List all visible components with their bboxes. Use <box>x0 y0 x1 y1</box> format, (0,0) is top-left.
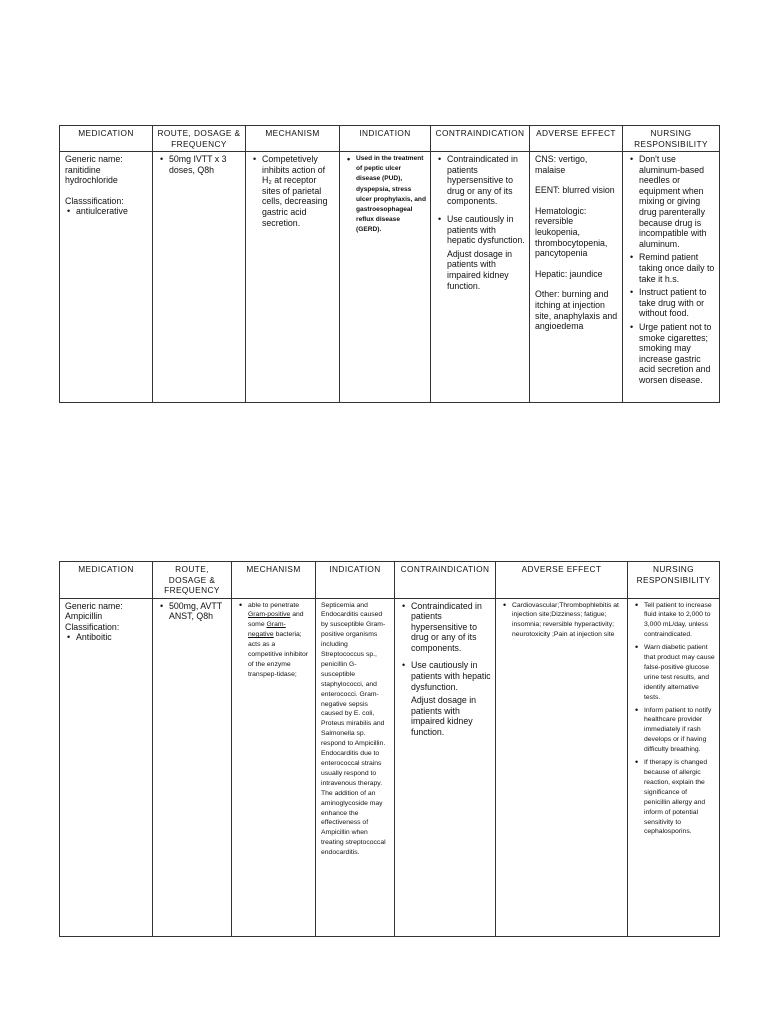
nursing-item: • Urge patient not to smoke cigarettes; smoking may increase gastric acid secretion and worsen disease. <box>639 322 715 386</box>
nursing-item: • Warn diabetic patient that product may cause false-positive glucose urine test results, and identify alternative tests. <box>644 643 715 702</box>
nursing-cell <box>623 152 720 403</box>
mechanism-gram-positive: Gram-positive <box>248 611 291 619</box>
contraindication-note: Adjust dosage in patients with impaired kidney function. <box>411 695 477 738</box>
adverse-item: • Cardiovascular;Thrombophlebitis at injection site;Dizziness; fatigue; insomnia; reversible hyperactivity; neurotoxicity ;Pain at injection site <box>512 601 623 641</box>
generic-name: Generic name: Ampicillin <box>65 600 123 622</box>
mechanism-item <box>248 601 311 680</box>
nursing-item: • If therapy is changed because of allergic reaction, explain the significance of penicillin allergy and inform of potential sensitivity to cephalosporins. <box>644 758 715 837</box>
generic-name: Generic name: ranitidine hydrochloride <box>65 154 123 186</box>
classification-item: • antiulcerative <box>76 206 148 217</box>
header-contraindication: CONTRAINDICATION <box>395 562 496 599</box>
route-cell <box>153 598 232 937</box>
contraindication-item: • Use cautiously in patients with hepatic dysfunction. <box>447 214 525 246</box>
route-item: • 500mg, AVTT ANST, Q8h <box>169 601 227 622</box>
nursing-item: • Don't use aluminum-based needles or equipment when mixing or giving drug parenterally because drug is incompatible with aluminum. <box>639 154 715 249</box>
header-adverse-effect: ADVERSE EFFECT <box>496 562 628 599</box>
adverse-effect-cell <box>530 152 623 403</box>
nursing-cell <box>628 598 720 937</box>
indication-cell <box>340 152 431 403</box>
adverse-effect-cell <box>496 598 628 937</box>
route-item: • 50mg IVTT x 3 doses, Q8h <box>169 154 241 175</box>
contraindication-item: • Use cautiously in patients with hepatic dysfunction. <box>411 660 491 692</box>
mechanism-gram-negative: Gram-negative <box>248 621 286 639</box>
mechanism-text: and some <box>248 611 304 629</box>
indication-text: Septicemia and Endocarditis caused by susceptible Gram-positive organisms including Streptococcus sp., penicillin G-susceptible staphylococci, and enterococci. Gram-negative sepsis caused by E. coli, Proteus mirabilis and Salmonella sp. respond to Ampicillin. Endocarditis due to enterococcal strains usually respond to intravenous therapy. The addition of an aminoglycoside may enhance the effectiveness of Ampicillin when treating streptococcal endocarditis. <box>321 601 386 857</box>
classification-item: • Antiboitic <box>76 632 148 643</box>
drug-table-ampicillin <box>59 561 720 937</box>
header-route: ROUTE, DOSAGE & FREQUENCY <box>153 562 232 599</box>
indication-cell <box>316 598 395 937</box>
header-nursing-responsibility: NURSING RESPONSIBILITY <box>628 562 720 599</box>
mechanism-text: bacteria; acts as a competitive inhibitor of the enzyme transpep-tidase; <box>248 631 309 678</box>
mechanism-cell <box>246 152 340 403</box>
nursing-item: • Inform patient to notify healthcare provider immediately if rash develops or if having difficulty breathing. <box>644 706 715 756</box>
header-contraindication: CONTRAINDICATION <box>431 126 530 152</box>
mechanism-list <box>251 154 335 228</box>
medication-cell <box>60 152 153 403</box>
classification-label: Classification: <box>65 621 120 632</box>
drug-table-ranitidine <box>59 125 720 403</box>
table-header-row <box>60 562 720 599</box>
route-cell <box>153 152 246 403</box>
contraindication-cell <box>431 152 530 403</box>
table-row <box>60 152 720 403</box>
header-medication: MEDICATION <box>60 562 153 599</box>
header-indication: INDICATION <box>340 126 431 152</box>
mechanism-text: able to penetrate <box>248 601 300 609</box>
nursing-list <box>633 601 715 838</box>
adverse-hepatic: Hepatic: jaundice <box>535 268 603 279</box>
adverse-cns: CNS: vertigo, malaise <box>535 154 588 175</box>
contraindication-note: Adjust dosage in patients with impaired kidney function. <box>447 248 513 291</box>
header-mechanism: MECHANISM <box>246 126 340 152</box>
nursing-list <box>628 154 715 385</box>
adverse-list <box>501 601 623 641</box>
contraindication-cell <box>395 598 496 937</box>
mechanism-cell <box>232 598 316 937</box>
header-nursing-responsibility: NURSING RESPONSIBILITY <box>623 126 720 152</box>
route-list <box>158 601 227 622</box>
header-adverse-effect: ADVERSE EFFECT <box>530 126 623 152</box>
header-indication: INDICATION <box>316 562 395 599</box>
header-route: ROUTE, DOSAGE & FREQUENCY <box>153 126 246 152</box>
mechanism-item: • Competetively inhibits action of H₂ at receptor sites of parietal cells, decreasing gastric acid secretion. <box>262 154 335 228</box>
classification-list <box>65 632 148 643</box>
medication-cell <box>60 598 153 937</box>
route-list <box>158 154 241 175</box>
classification-list <box>65 206 148 217</box>
header-medication: MEDICATION <box>60 126 153 152</box>
header-mechanism: MECHANISM <box>232 562 316 599</box>
contraindication-item: • Contraindicated in patients hypersensitive to drug or any of its components. <box>447 154 525 207</box>
classification-label: Classsification: <box>65 195 124 206</box>
nursing-item: • Instruct patient to take drug with or without food. <box>639 287 715 319</box>
adverse-hematologic: Hematologic: reversible leukopenia, thrombocytopenia, pancytopenia <box>535 205 608 259</box>
table-row <box>60 598 720 937</box>
contraindication-list <box>400 601 491 693</box>
contraindication-list <box>436 154 525 246</box>
table-header-row <box>60 126 720 152</box>
adverse-other: Other: burning and itching at injection site, anaphylaxis and angioedema <box>535 289 618 332</box>
indication-item: • Used in the treatment of peptic ulcer disease (PUD), dyspepsia, stress ulcer prophylaxis, and gastroesophageal reflux disease (GERD). <box>356 154 426 236</box>
nursing-item: • Remind patient taking once daily to take it h.s. <box>639 252 715 284</box>
mechanism-list <box>237 601 311 680</box>
indication-list <box>345 154 426 236</box>
nursing-item: • Tell patient to increase fluid intake to 2,000 to 3,000 mL/day, unless contraindicated. <box>644 601 715 641</box>
contraindication-item: • Contraindicated in patients hypersensitive to drug or any of its components. <box>411 601 491 654</box>
adverse-eent: EENT: blurred vision <box>535 185 615 196</box>
